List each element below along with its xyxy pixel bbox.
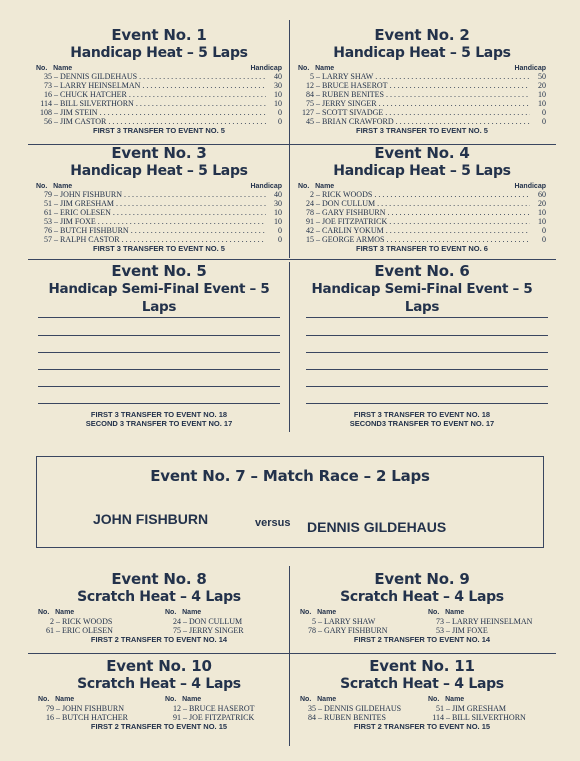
entry-row <box>36 118 282 127</box>
handicap-value: 40 <box>274 190 282 199</box>
entry-no: 24 <box>173 617 181 626</box>
leader-dots <box>386 91 530 100</box>
semi-footer-5 <box>36 410 282 428</box>
entry-no: 91 <box>173 713 181 722</box>
event-footer: FIRST 2 TRANSFER TO EVENT NO. 15 <box>353 722 491 731</box>
handicap-value: 0 <box>542 225 546 235</box>
entry-name: 127 – SCOTT SIVADGE <box>298 109 383 118</box>
entry-no: 78 <box>308 626 316 635</box>
event-block-8 <box>36 570 282 644</box>
entry-row: 35 – DENNIS GILDEHAUS <box>300 704 418 713</box>
entry-no: 57 <box>44 234 52 244</box>
divider-row-scratch <box>28 653 556 654</box>
handicap-value: 10 <box>274 98 282 108</box>
col-handicap: Handicap <box>250 65 282 72</box>
entry-no: 73 <box>436 617 444 626</box>
driver-name: LARRY SHAW <box>322 72 374 81</box>
driver-name: CHUCK HATCHER <box>60 89 127 99</box>
col-name: Name <box>445 696 465 703</box>
entry-no: 127 <box>302 107 314 117</box>
transfer-note: FIRST 3 TRANSFER TO EVENT NO. 18 <box>353 410 491 419</box>
entry-no: 53 <box>44 216 52 226</box>
entry-list <box>298 73 546 126</box>
entry-name: 108 – JIM STEIN <box>36 109 98 118</box>
driver-name: BILL SILVERTHORN <box>60 98 134 108</box>
driver-name: JERRY SINGER <box>322 98 377 108</box>
col-name: Name <box>53 65 73 72</box>
event-title: Event No. 10 <box>106 657 212 675</box>
driver-name: JIM GRESHAM <box>452 704 507 713</box>
leader-dots <box>136 100 266 109</box>
leader-dots <box>379 100 530 109</box>
entry-no: 114 <box>40 98 52 108</box>
event-footer: FIRST 3 TRANSFER TO EVENT NO. 6 <box>356 244 488 254</box>
driver-name: LARRY HEINSELMAN <box>60 80 141 90</box>
entry-no: 91 <box>306 216 314 226</box>
event-footer: FIRST 3 TRANSFER TO EVENT NO. 5 <box>356 126 488 136</box>
entry-row: 84 – RUBEN BENITES <box>300 713 418 722</box>
handicap-value: 10 <box>538 216 546 226</box>
driver-name: CARLIN YOKUM <box>322 225 384 235</box>
entry-no: 84 <box>308 713 316 722</box>
driver-name: BRIAN CRAWFORD <box>322 116 394 126</box>
entry-no: 75 <box>306 98 314 108</box>
column-header <box>165 608 282 617</box>
handicap-value: 0 <box>542 107 546 117</box>
event-subtitle: Handicap Heat – 5 Laps <box>70 45 248 61</box>
entry-row: 12 – BRUCE HASEROT <box>165 704 282 713</box>
leader-dots <box>388 209 531 218</box>
entry-name: 5 – LARRY SHAW <box>298 73 373 82</box>
leader-dots <box>131 227 266 236</box>
match-versus: versus <box>255 517 291 529</box>
driver-name: JOE FITZPATRICK <box>189 713 255 722</box>
entry-name: 61 – ERIC OLESEN <box>36 209 111 218</box>
leader-dots <box>129 91 266 100</box>
entry-no: 45 <box>306 116 314 126</box>
entry-no: 24 <box>306 198 314 208</box>
divider-row2 <box>28 259 556 260</box>
handicap-value: 10 <box>538 207 546 217</box>
center-divider-top <box>289 20 290 258</box>
entry-name: 16 – CHUCK HATCHER <box>36 91 127 100</box>
col-no: No. <box>165 696 177 703</box>
handicap-value: 30 <box>274 80 282 90</box>
handicap-value: 10 <box>274 216 282 226</box>
entry-name: 15 – GEORGE ARMOS <box>298 236 384 245</box>
entry-no: 42 <box>306 225 314 235</box>
match-race-title: Event No. 7 – Match Race – 2 Laps <box>150 467 430 485</box>
leader-dots <box>108 118 266 127</box>
transfer-note: SECOND3 TRANSFER TO EVENT NO. 17 <box>349 419 495 428</box>
driver-name: RUBEN BENITES <box>324 713 386 722</box>
entry-no: 5 <box>310 72 314 81</box>
entry-name: 56 – JIM CASTOR <box>36 118 106 127</box>
entry-row: 79 – JOHN FISHBURN <box>38 704 155 713</box>
driver-name: ERIC OLESEN <box>60 207 111 217</box>
entry-row: 24 – DON CULLUM <box>165 617 282 626</box>
entry-grid <box>298 608 546 635</box>
handicap-value: 0 <box>278 234 282 244</box>
event-block-4 <box>298 144 546 253</box>
leader-dots <box>386 227 530 236</box>
center-divider-semis <box>289 262 290 432</box>
driver-name: GARY FISHBURN <box>324 626 388 635</box>
handicap-value: 60 <box>538 190 546 199</box>
driver-name: BRUCE HASEROT <box>189 704 255 713</box>
col-handicap: Handicap <box>514 183 546 190</box>
event-title: Event No. 6 <box>374 262 470 280</box>
handicap-value: 20 <box>538 80 546 90</box>
entry-row: 51 – JIM GRESHAM <box>428 704 546 713</box>
leader-dots <box>377 200 530 209</box>
blank-entry-line <box>306 335 548 336</box>
leader-dots <box>385 109 530 118</box>
entry-no: 108 <box>40 107 52 117</box>
leader-dots <box>375 73 530 82</box>
entry-no: 53 <box>436 626 444 635</box>
entry-grid <box>36 695 282 722</box>
entry-row: 75 – JERRY SINGER <box>165 626 282 635</box>
leader-dots <box>139 73 266 82</box>
entry-name: 57 – RALPH CASTOR <box>36 236 120 245</box>
handicap-value: 0 <box>278 107 282 117</box>
driver-name: JIM GRESHAM <box>60 198 115 208</box>
entry-no: 84 <box>306 89 314 99</box>
event-subtitle: Handicap Semi-Final Event – 5 Laps <box>311 281 533 315</box>
entry-no: 2 <box>50 617 54 626</box>
entry-row: 114 – BILL SILVERTHORN <box>428 713 546 722</box>
column-header <box>38 695 155 704</box>
entry-no: 56 <box>44 116 52 126</box>
leader-dots <box>396 118 530 127</box>
entry-name: 51 – JIM GRESHAM <box>36 200 114 209</box>
event-block-11 <box>298 657 546 731</box>
leader-dots <box>389 218 530 227</box>
blank-entry-line <box>306 369 548 370</box>
event-footer: FIRST 2 TRANSFER TO EVENT NO. 14 <box>90 635 228 644</box>
event-title: Event No. 3 <box>111 144 207 162</box>
col-name: Name <box>317 609 337 616</box>
event-footer: FIRST 3 TRANSFER TO EVENT NO. 5 <box>93 244 225 254</box>
entry-grid <box>298 695 546 722</box>
driver-name: JIM STEIN <box>60 107 98 117</box>
entry-name: 84 – RUBEN BENITES <box>298 91 384 100</box>
entry-no: 78 <box>306 207 314 217</box>
center-divider-scratch <box>289 566 290 746</box>
event-block-9 <box>298 570 546 644</box>
col-name: Name <box>182 696 202 703</box>
handicap-value: 0 <box>278 225 282 235</box>
match-right-driver: DENNIS GILDEHAUS <box>307 519 447 535</box>
col-no: No. <box>300 609 312 616</box>
driver-name: LARRY SHAW <box>324 617 376 626</box>
entry-no: 35 <box>308 704 316 713</box>
entry-no: 35 <box>44 72 52 81</box>
entry-name: 79 – JOHN FISHBURN <box>36 191 122 200</box>
handicap-value: 0 <box>542 234 546 244</box>
entry-no: 51 <box>44 198 52 208</box>
driver-name: RUBEN BENITES <box>322 89 384 99</box>
blank-entry-line <box>306 403 548 404</box>
driver-name: GEORGE ARMOS <box>322 234 385 244</box>
col-no: No. <box>428 609 440 616</box>
entry-name: 76 – BUTCH FISHBURN <box>36 227 129 236</box>
entry-row: 2 – RICK WOODS <box>38 617 155 626</box>
column-header <box>428 695 546 704</box>
driver-name: BRUCE HASEROT <box>322 80 388 90</box>
driver-name: LARRY HEINSELMAN <box>452 617 533 626</box>
entry-grid <box>36 608 282 635</box>
event-footer: FIRST 2 TRANSFER TO EVENT NO. 15 <box>90 722 228 731</box>
col-no: No. <box>428 696 440 703</box>
col-handicap: Handicap <box>514 65 546 72</box>
column-header <box>38 608 155 617</box>
blank-entry-line <box>306 352 548 353</box>
driver-name: JIM FOXE <box>452 626 488 635</box>
event-subtitle: Handicap Semi-Final Event – 5 Laps <box>48 281 270 315</box>
col-name: Name <box>445 609 465 616</box>
entry-row <box>36 236 282 245</box>
driver-name: JIM CASTOR <box>60 116 107 126</box>
leader-dots <box>122 236 266 245</box>
entry-row: 78 – GARY FISHBURN <box>300 626 418 635</box>
event-footer: FIRST 3 TRANSFER TO EVENT NO. 5 <box>93 126 225 136</box>
driver-name: DON CULLUM <box>322 198 376 208</box>
entry-no: 61 <box>46 626 54 635</box>
col-no: No. <box>298 183 310 190</box>
driver-name: DON CULLUM <box>189 617 243 626</box>
handicap-value: 40 <box>274 72 282 81</box>
col-name: Name <box>55 609 75 616</box>
entry-row: 16 – BUTCH HATCHER <box>38 713 155 722</box>
column-header <box>300 608 418 617</box>
leader-dots <box>390 82 530 91</box>
blank-entry-line <box>38 403 280 404</box>
entry-name: 45 – BRIAN CRAWFORD <box>298 118 394 127</box>
driver-name: BUTCH HATCHER <box>62 713 129 722</box>
driver-name: JERRY SINGER <box>189 626 244 635</box>
leader-dots <box>116 200 266 209</box>
driver-name: JOE FITZPATRICK <box>322 216 388 226</box>
entry-name: 91 – JOE FITZPATRICK <box>298 218 387 227</box>
entry-name: 75 – JERRY SINGER <box>298 100 377 109</box>
col-no: No. <box>300 696 312 703</box>
event-block-1 <box>36 26 282 135</box>
col-no: No. <box>36 183 48 190</box>
col-handicap: Handicap <box>250 183 282 190</box>
event-subtitle: Handicap Heat – 5 Laps <box>70 163 248 179</box>
entry-name: 2 – RICK WOODS <box>298 191 372 200</box>
handicap-value: 10 <box>274 89 282 99</box>
event-subtitle: Scratch Heat – 4 Laps <box>340 589 504 605</box>
event-subtitle: Scratch Heat – 4 Laps <box>340 676 504 692</box>
col-name: Name <box>53 183 73 190</box>
entry-list <box>36 73 282 126</box>
col-no: No. <box>36 65 48 72</box>
col-no: No. <box>38 609 50 616</box>
blank-entry-line <box>38 386 280 387</box>
leader-dots <box>386 236 530 245</box>
event-title: Event No. 1 <box>111 26 207 44</box>
leader-dots <box>100 109 266 118</box>
entry-name: 42 – CARLIN YOKUM <box>298 227 384 236</box>
entry-list <box>36 191 282 244</box>
entry-no: 61 <box>44 207 52 217</box>
driver-name: RICK WOODS <box>322 190 373 199</box>
blank-entry-line <box>38 317 280 318</box>
entry-no: 15 <box>306 234 314 244</box>
col-name: Name <box>55 696 75 703</box>
event-subtitle: Handicap Heat – 5 Laps <box>333 45 511 61</box>
entry-no: 79 <box>46 704 54 713</box>
col-name: Name <box>315 65 335 72</box>
entry-row <box>298 118 546 127</box>
driver-name: BILL SILVERTHORN <box>452 713 526 722</box>
driver-name: JIM FOXE <box>60 216 96 226</box>
entry-row: 5 – LARRY SHAW <box>300 617 418 626</box>
entry-no: 5 <box>312 617 316 626</box>
column-header <box>165 695 282 704</box>
event-subtitle: Handicap Heat – 5 Laps <box>333 163 511 179</box>
leader-dots <box>142 82 266 91</box>
entry-no: 79 <box>44 190 52 199</box>
driver-name: ERIC OLESEN <box>62 626 113 635</box>
col-name: Name <box>182 609 202 616</box>
entry-name: 78 – GARY FISHBURN <box>298 209 386 218</box>
entry-name: 35 – DENNIS GILDEHAUS <box>36 73 137 82</box>
col-name: Name <box>315 183 335 190</box>
leader-dots <box>124 191 266 200</box>
entry-no: 75 <box>173 626 181 635</box>
event-subtitle: Scratch Heat – 4 Laps <box>77 589 241 605</box>
driver-name: RALPH CASTOR <box>60 234 120 244</box>
event-block-3 <box>36 144 282 253</box>
semi-footer-6 <box>298 410 546 428</box>
leader-dots <box>374 191 530 200</box>
driver-name: RICK WOODS <box>62 617 113 626</box>
event-title: Event No. 2 <box>374 26 470 44</box>
entry-no: 16 <box>44 89 52 99</box>
col-name: Name <box>317 696 337 703</box>
entry-name: 73 – LARRY HEINSELMAN <box>36 82 140 91</box>
match-left-driver: JOHN FISHBURN <box>93 511 209 527</box>
event-block-5 <box>36 262 282 316</box>
entry-no: 76 <box>44 225 52 235</box>
handicap-value: 10 <box>538 89 546 99</box>
driver-name: JOHN FISHBURN <box>62 704 125 713</box>
driver-name: SCOTT SIVADGE <box>322 107 384 117</box>
event-title: Event No. 4 <box>374 144 470 162</box>
event-title: Event No. 5 <box>111 262 207 280</box>
entry-name: 24 – DON CULLUM <box>298 200 375 209</box>
handicap-value: 20 <box>538 198 546 208</box>
transfer-note: FIRST 3 TRANSFER TO EVENT NO. 18 <box>90 410 228 419</box>
entry-no: 12 <box>306 80 314 90</box>
event-title: Event No. 11 <box>369 657 475 675</box>
driver-name: DENNIS GILDEHAUS <box>60 72 138 81</box>
entry-no: 114 <box>432 713 444 722</box>
event-title: Event No. 9 <box>374 570 470 588</box>
handicap-value: 10 <box>274 207 282 217</box>
driver-name: GARY FISHBURN <box>322 207 386 217</box>
event-title: Event No. 8 <box>111 570 207 588</box>
blank-entry-line <box>38 369 280 370</box>
col-no: No. <box>165 609 177 616</box>
driver-name: BUTCH FISHBURN <box>60 225 129 235</box>
entry-no: 16 <box>46 713 54 722</box>
entry-row: 53 – JIM FOXE <box>428 626 546 635</box>
blank-entry-line <box>38 352 280 353</box>
driver-name: DENNIS GILDEHAUS <box>324 704 402 713</box>
event-block-10 <box>36 657 282 731</box>
entry-no: 73 <box>44 80 52 90</box>
handicap-value: 0 <box>278 116 282 126</box>
entry-name: 12 – BRUCE HASEROT <box>298 82 388 91</box>
handicap-value: 10 <box>538 98 546 108</box>
handicap-value: 50 <box>538 72 546 81</box>
entry-no: 51 <box>436 704 444 713</box>
handicap-value: 30 <box>274 198 282 208</box>
match-race-box <box>36 456 544 548</box>
column-header <box>300 695 418 704</box>
entry-no: 2 <box>310 190 314 199</box>
blank-entry-line <box>306 317 548 318</box>
handicap-value: 0 <box>542 116 546 126</box>
col-no: No. <box>298 65 310 72</box>
entry-name: 114 – BILL SILVERTHORN <box>36 100 134 109</box>
event-footer: FIRST 2 TRANSFER TO EVENT NO. 14 <box>353 635 491 644</box>
event-subtitle: Scratch Heat – 4 Laps <box>77 676 241 692</box>
leader-dots <box>113 209 266 218</box>
col-no: No. <box>38 696 50 703</box>
entry-name: 53 – JIM FOXE <box>36 218 96 227</box>
column-header <box>428 608 546 617</box>
entry-row: 91 – JOE FITZPATRICK <box>165 713 282 722</box>
driver-name: JOHN FISHBURN <box>60 190 123 199</box>
event-block-2 <box>298 26 546 135</box>
transfer-note: SECOND 3 TRANSFER TO EVENT NO. 17 <box>85 419 233 428</box>
blank-entry-line <box>306 386 548 387</box>
entry-row <box>298 236 546 245</box>
entry-list <box>298 191 546 244</box>
entry-row: 73 – LARRY HEINSELMAN <box>428 617 546 626</box>
blank-entry-line <box>38 335 280 336</box>
entry-row: 61 – ERIC OLESEN <box>38 626 155 635</box>
event-block-6 <box>298 262 546 316</box>
entry-no: 12 <box>173 704 181 713</box>
